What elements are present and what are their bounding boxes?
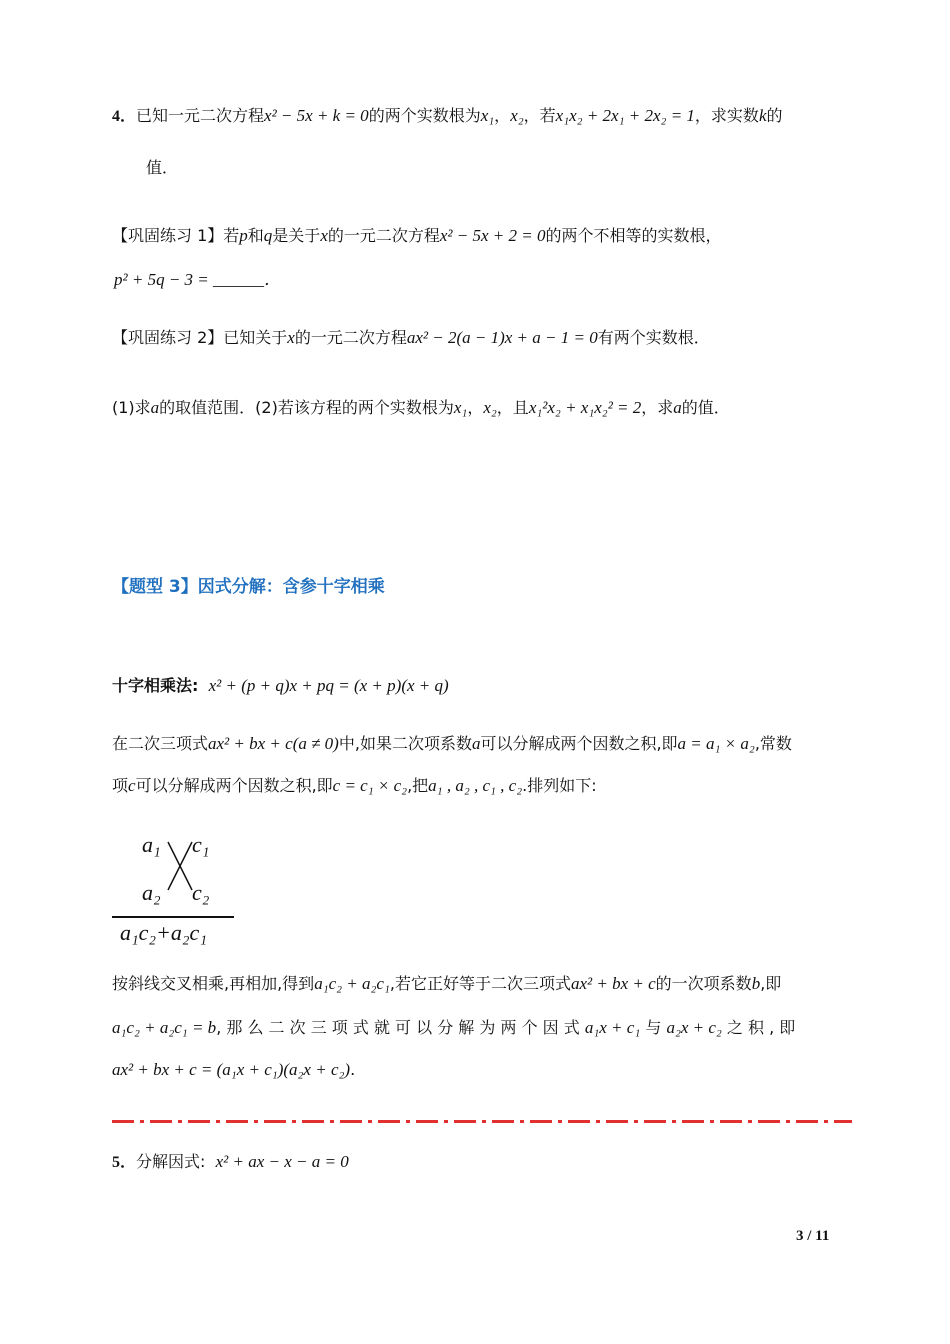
text: , 那 么 二 次 三 项 式 就 可 以 分 解 为 两 个 因 式 (216, 1018, 580, 1037)
factor-2: a₂x + c₂ (666, 1018, 722, 1037)
answer-blank: p² + 5q − 3 = ______． (114, 270, 282, 289)
sum-divider (112, 916, 234, 918)
var-q: q (263, 226, 273, 245)
label-c1: c₁ (192, 832, 210, 857)
text: 的一次项系数 (655, 974, 752, 993)
root-x1: x₁ (453, 398, 468, 417)
c-product: c = c₁ × c₂ (332, 776, 408, 795)
equation: ax² − 2(a − 1)x + a − 1 = 0 (406, 328, 598, 347)
practice-label: 【巩固练习 1】若 (112, 226, 240, 245)
factor-list: a₁ , a₂ , c₁ , c₂ (428, 776, 523, 795)
text: 按斜线交叉相乘,再相加,得到 (112, 974, 315, 993)
text: 是关于 (272, 226, 321, 245)
text: 中,如果二次项系数 (338, 734, 472, 753)
trinomial: ax² + bx + c (570, 974, 656, 993)
cross-lines (112, 828, 242, 908)
var-a: a (150, 398, 160, 417)
var-b: b (751, 974, 761, 993)
text: ，求实数 (694, 106, 759, 125)
trinomial: ax² + bx + c(a ≠ 0) (208, 734, 339, 753)
text: 可以分解成两个因数之积,即 (135, 776, 333, 795)
text: . (350, 1060, 356, 1079)
practice-1-line-1 (112, 224, 722, 248)
factored-form: ax² + bx + c = (a₁x + c₁)(a₂x + c₂) (112, 1060, 351, 1079)
dashed-divider (112, 1120, 852, 1123)
text: 和 (247, 226, 264, 245)
var-a: a (673, 398, 682, 417)
text: (1)求 (112, 398, 151, 417)
question-5 (112, 1150, 349, 1175)
var-x: x (320, 226, 328, 245)
text: .排列如下: (522, 776, 597, 795)
question-4-line-2 (146, 156, 178, 180)
text: 分解因式: (136, 1152, 206, 1171)
a-product: a = a₁ × a₂ (677, 734, 755, 753)
method-formula-line (112, 674, 449, 698)
text: 与 (645, 1018, 662, 1037)
text: ,把 (407, 776, 429, 795)
label-sum: a₁c₂+a₂c₁ (120, 920, 207, 945)
text: 的 (766, 106, 783, 125)
text: ,即 (760, 974, 782, 993)
text: 的一元二次方程 (327, 226, 440, 245)
text: ， (494, 106, 511, 125)
condition: x₁x₂ + 2x₁ + 2x₂ = 1 (555, 106, 695, 125)
text: ，且 (496, 398, 529, 417)
text: 已知一元二次方程 (136, 106, 265, 125)
text: 项 (112, 776, 129, 795)
text: ，求 (641, 398, 674, 417)
practice-1-line-2 (114, 268, 281, 292)
practice-2-line-2 (112, 396, 730, 420)
equation: x² + ax − x − a = 0 (215, 1152, 349, 1171)
text: ,常数 (754, 734, 792, 753)
text: ,若它正好等于二次三项式 (389, 974, 571, 993)
var-k: k (758, 106, 767, 125)
cross-multiplication-diagram (112, 828, 242, 948)
question-number: 5． (112, 1154, 137, 1171)
question-number: 4． (112, 108, 137, 125)
root-x2: x₂ (483, 398, 497, 417)
section-title: 【题型 3】因式分解：含参十字相乘 (112, 577, 385, 597)
text: 在二次三项式 (112, 734, 209, 753)
label-a2: a₂ (142, 880, 161, 905)
root-x1: x₁ (480, 106, 495, 125)
condition: x₁²x₂ + x₁x₂² = 2 (528, 398, 642, 417)
text: 有两个实数根． (597, 328, 710, 347)
text: ，若 (523, 106, 556, 125)
explain-line-1 (112, 972, 781, 996)
practice-2-line-1 (112, 326, 710, 350)
text: 的两个实数根为 (368, 106, 481, 125)
cross-sum: a₁c₂ + a₂c₁ (314, 974, 390, 993)
equation: x² − 5x + k = 0 (264, 106, 369, 125)
text: 值． (146, 158, 179, 177)
text: 之 积 , 即 (726, 1018, 796, 1037)
text: ， (467, 398, 484, 417)
method-formula: x² + (p + q)x + pq = (x + p)(x + q) (208, 676, 449, 695)
root-x2: x₂ (510, 106, 524, 125)
cross-sum-equation: a₁c₂ + a₂c₁ = b (112, 1018, 217, 1037)
equation: x² − 5x + 2 = 0 (439, 226, 546, 245)
explain-line-3 (112, 1058, 355, 1082)
question-4-line-1 (112, 104, 783, 129)
var-p: p (239, 226, 248, 245)
label-a1: a₁ (142, 832, 161, 857)
explain-line-2 (112, 1016, 795, 1040)
label-c2: c₂ (192, 880, 210, 905)
method-line-1 (112, 732, 792, 756)
var-a: a (471, 734, 481, 753)
text: 的一元二次方程 (294, 328, 407, 347)
text: 可以分解成两个因数之积,即 (480, 734, 678, 753)
var-x: x (287, 328, 295, 347)
practice-label: 【巩固练习 2】已知关于 (112, 328, 288, 347)
factor-1: a₁x + c₁ (584, 1018, 641, 1037)
method-line-2 (112, 774, 597, 798)
text: 的两个不相等的实数根， (545, 226, 722, 245)
text: 的取值范围．(2)若该方程的两个实数根为 (159, 398, 454, 417)
method-label: 十字相乘法: (112, 676, 199, 695)
text: 的值． (681, 398, 730, 417)
page-number: 3 / 11 (796, 1228, 830, 1244)
var-c: c (128, 776, 136, 795)
